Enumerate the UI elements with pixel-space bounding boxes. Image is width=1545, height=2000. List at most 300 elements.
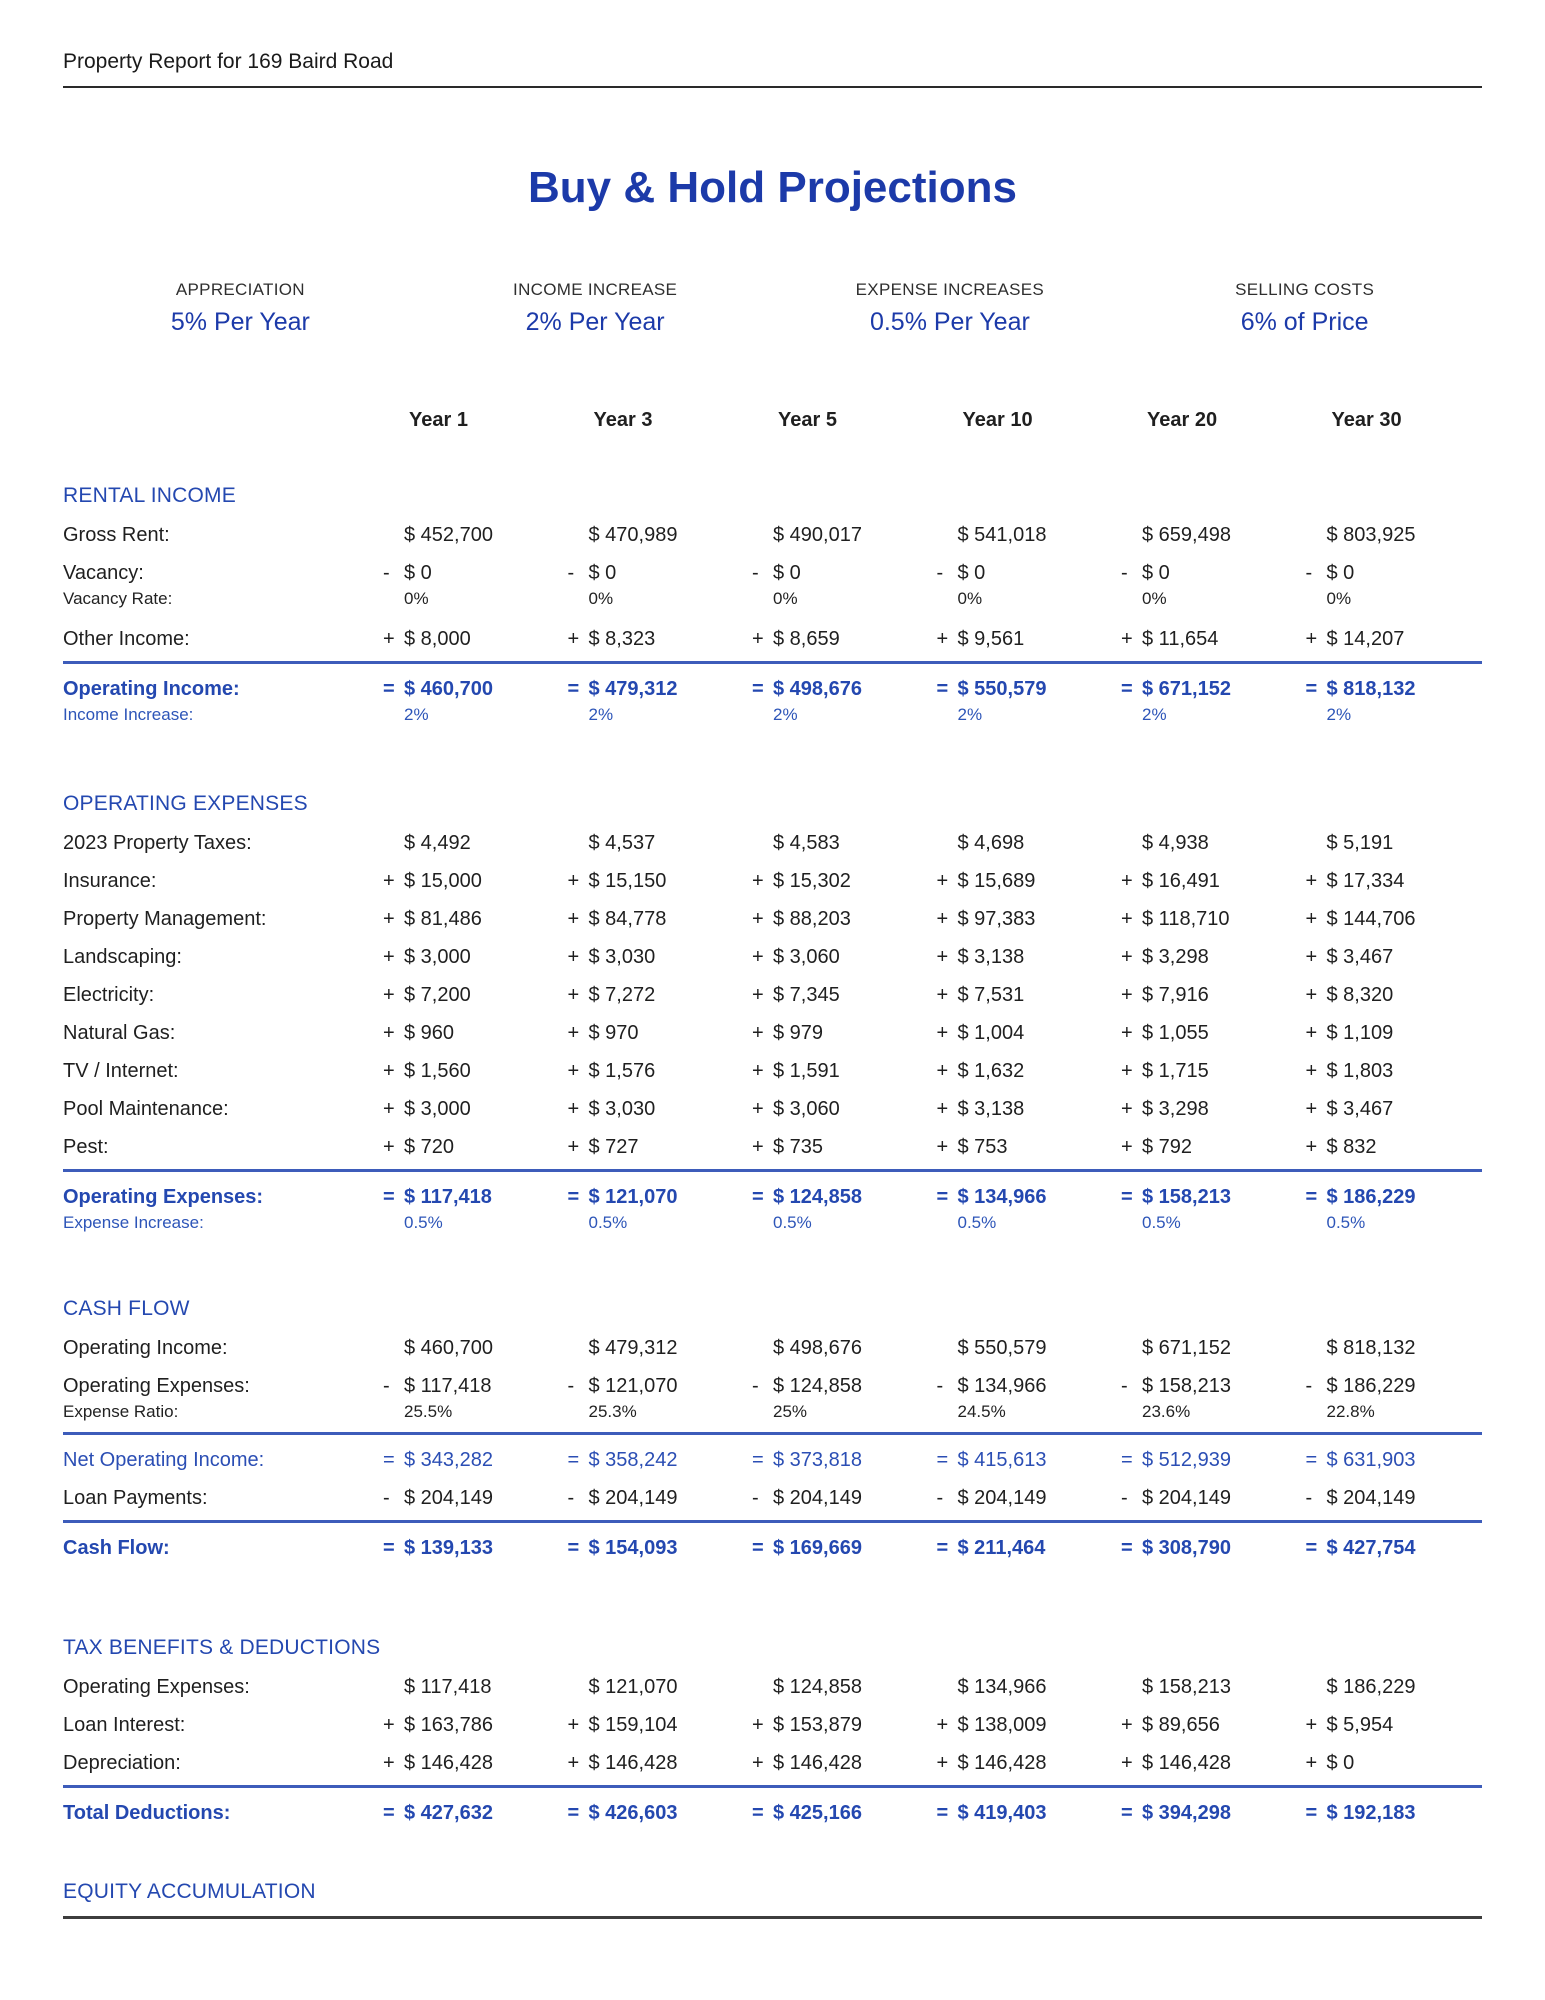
operator: + [1305,1098,1318,1120]
value-cell [375,1402,560,1422]
operator: + [383,1022,395,1044]
value-cell [929,1448,1114,1472]
cell-value: $ 1,591 [773,1060,840,1082]
value-cell [375,945,560,969]
value-cell [375,1536,560,1560]
section-operating-expenses [63,792,1482,1233]
operator: - [383,1487,390,1509]
value-cell [560,1713,745,1737]
value-cell [929,1374,1114,1398]
operator: + [1305,1136,1318,1158]
value-cell [1298,983,1483,1007]
cell-value: $ 671,152 [1142,1337,1231,1359]
value-cell [929,869,1114,893]
value-cell [1113,1059,1298,1083]
cell-value: $ 8,659 [773,628,840,650]
row-label: Operating Expenses: [63,1375,250,1397]
table-row [63,983,1482,1007]
operator: = [752,1537,764,1559]
section-divider [63,1520,1482,1523]
section-divider [63,661,1482,664]
value-cell [1113,1021,1298,1045]
value-cell [560,945,745,969]
value-cell [1298,561,1483,585]
value-cell [929,1213,1114,1233]
value-cell [560,589,745,609]
row-label: Gross Rent: [63,524,170,546]
value-cell [1298,1486,1483,1510]
row-label: TV / Internet: [63,1060,179,1082]
table-row [63,627,1482,651]
cell-value: $ 138,009 [957,1714,1047,1736]
value-cell [1113,907,1298,931]
operator: + [936,908,949,930]
row-label: Vacancy Rate: [63,589,173,608]
row-label: Operating Income: [63,1337,228,1359]
table-row [63,589,1482,609]
year-column-header: Year 10 [962,409,1033,431]
cell-value: $ 17,334 [1326,870,1405,892]
operator: + [936,1060,949,1082]
value-cell [744,1097,929,1121]
value-cell [560,1135,745,1159]
value-cell [560,523,745,547]
value-cell [744,1213,929,1233]
value-cell [744,1536,929,1560]
cell-value: $ 4,492 [404,832,471,854]
cell-value: $ 121,070 [588,1676,678,1698]
cell-value: $ 5,191 [1326,832,1394,854]
cell-value: $ 512,939 [1142,1449,1231,1471]
cell-value: $ 153,879 [773,1714,862,1736]
cell-value: $ 8,323 [588,628,656,650]
cell-value: $ 3,467 [1326,1098,1394,1120]
cell-value: 0.5% [957,1213,997,1232]
cell-value: $ 97,383 [957,908,1036,930]
row-label: Natural Gas: [63,1022,176,1044]
stat-block-2 [773,280,1128,336]
cell-value: $ 452,700 [404,524,493,546]
cell-value: $ 490,017 [773,524,862,546]
cell-value: $ 0 [773,562,801,584]
value-cell [744,1448,929,1472]
value-cell [1298,869,1483,893]
value-cell [560,1801,745,1825]
cell-value: $ 3,060 [773,1098,840,1120]
value-cell [744,1336,929,1360]
value-cell [560,1213,745,1233]
operator: + [752,946,764,968]
row-label: Electricity: [63,984,155,1006]
value-cell [1298,705,1483,725]
stat-value: 6% of Price [1240,308,1369,336]
value-cell [1298,1185,1483,1209]
cell-value: $ 1,803 [1326,1060,1394,1082]
operator: + [1121,1136,1133,1158]
cell-value: 2% [957,705,983,724]
operator: - [1121,1487,1128,1509]
cell-value: $ 4,698 [957,832,1025,854]
value-cell [1298,1751,1483,1775]
year-column-header: Year 20 [1147,409,1218,431]
operator: + [752,1098,764,1120]
section-title: OPERATING EXPENSES [63,792,308,815]
cell-value: $ 146,428 [588,1752,678,1774]
section-divider [63,1785,1482,1788]
value-cell [744,1135,929,1159]
row-label: Operating Expenses: [63,1186,264,1208]
report-header-title: Property Report for 169 Baird Road [63,50,394,73]
operator: + [383,1136,395,1158]
value-cell [929,1185,1114,1209]
operator: - [567,1487,575,1509]
cell-value: 0.5% [1142,1213,1181,1232]
operator: = [567,1537,580,1559]
cell-value: 25% [773,1402,808,1421]
value-cell [744,831,929,855]
cell-value: $ 498,676 [773,678,862,700]
value-cell [560,1675,745,1699]
table-row [63,1675,1482,1699]
value-cell [1298,1213,1483,1233]
value-cell [1113,1713,1298,1737]
cell-value: $ 3,138 [957,1098,1025,1120]
cell-value: $ 124,858 [773,1676,862,1698]
cell-value: $ 0 [1142,562,1170,584]
table-row [63,1059,1482,1083]
operator: + [752,628,764,650]
cell-value: $ 118,710 [1142,908,1230,930]
cell-value: 0.5% [773,1213,812,1232]
cell-value: $ 7,531 [957,984,1025,1006]
cell-value: $ 163,786 [404,1714,493,1736]
table-row [63,869,1482,893]
stat-label: SELLING COSTS [1235,280,1375,299]
operator: + [383,628,395,650]
value-cell [744,627,929,651]
cell-value: $ 7,916 [1142,984,1209,1006]
value-cell [560,1448,745,1472]
table-row [63,945,1482,969]
cell-value: $ 4,537 [588,832,656,854]
cell-value: $ 1,576 [588,1060,656,1082]
value-cell [1298,589,1483,609]
cell-value: $ 186,229 [1326,1676,1416,1698]
operator: = [1305,1449,1318,1471]
cell-value: 2% [773,705,798,724]
cell-value: $ 81,486 [404,908,482,930]
cell-value: $ 308,790 [1142,1537,1231,1559]
cell-value: $ 427,632 [404,1802,493,1824]
section-divider [63,1169,1482,1172]
row-label: Loan Interest: [63,1714,186,1736]
value-cell [744,1675,929,1699]
cell-value: $ 3,000 [404,946,471,968]
operator: + [1121,1752,1133,1774]
cell-value: $ 15,689 [957,870,1036,892]
row-label: Net Operating Income: [63,1449,265,1471]
cell-value: $ 159,104 [588,1714,678,1736]
year-column-header: Year 30 [1331,409,1402,431]
operator: + [567,1060,580,1082]
cell-value: $ 5,954 [1326,1714,1394,1736]
stat-block-0 [63,280,418,336]
value-cell [1298,1135,1483,1159]
cell-value: $ 0 [1326,1752,1355,1774]
operator: + [1305,908,1318,930]
value-cell [744,1486,929,1510]
cell-value: $ 818,132 [1326,678,1416,700]
cell-value: $ 146,428 [957,1752,1047,1774]
table-row [63,907,1482,931]
value-cell [1113,1213,1298,1233]
table-row [63,1486,1482,1510]
operator: = [1305,1186,1318,1208]
operator: - [936,1487,944,1509]
operator: + [567,628,580,650]
cell-value: $ 3,138 [957,946,1025,968]
table-row [63,677,1482,701]
cell-value: $ 720 [404,1136,455,1158]
operator: = [1121,1802,1133,1824]
value-cell [1113,1675,1298,1699]
value-cell [1113,1751,1298,1775]
operator: = [383,1537,395,1559]
cell-value: $ 15,000 [404,870,482,892]
cell-value: $ 550,579 [957,678,1047,700]
row-label: Total Deductions: [63,1802,231,1824]
value-cell [1113,1374,1298,1398]
section-title: TAX BENEFITS & DEDUCTIONS [63,1636,381,1659]
cell-value: $ 204,149 [957,1487,1047,1509]
cell-value: $ 211,464 [957,1537,1046,1559]
value-cell [375,627,560,651]
value-cell [1113,945,1298,969]
value-cell [744,589,929,609]
operator: = [752,678,764,700]
operator: = [1121,1186,1133,1208]
value-cell [929,705,1114,725]
operator: + [1305,870,1318,892]
value-cell [929,1336,1114,1360]
operator: + [1305,984,1318,1006]
row-label: Operating Expenses: [63,1676,250,1698]
operator: - [567,1375,575,1397]
operator: = [752,1186,764,1208]
operator: + [383,1060,395,1082]
cell-value: $ 832 [1326,1136,1377,1158]
year-column-header: Year 3 [593,409,653,431]
table-row [63,831,1482,855]
cell-value: $ 9,561 [957,628,1025,650]
cell-value: $ 479,312 [588,1337,678,1359]
operator: + [1121,1022,1133,1044]
row-label: Cash Flow: [63,1537,170,1559]
value-cell [375,1213,560,1233]
operator: + [1121,1060,1133,1082]
row-label: 2023 Property Taxes: [63,832,252,854]
row-label: Loan Payments: [63,1487,208,1509]
operator: + [1121,1714,1133,1736]
row-label: Other Income: [63,628,190,650]
cell-value: 24.5% [957,1402,1006,1421]
operator: = [1305,1802,1318,1824]
assumption-stats [63,280,1482,336]
value-cell [744,1021,929,1045]
value-cell [560,831,745,855]
operator: - [752,1375,759,1397]
value-cell [1113,983,1298,1007]
cell-value: $ 11,654 [1142,628,1219,650]
cell-value: $ 158,213 [1142,1375,1231,1397]
table-row [63,1213,1482,1233]
operator: + [936,1098,949,1120]
value-cell [560,1536,745,1560]
cell-value: $ 979 [773,1022,824,1044]
value-cell [1298,1536,1483,1560]
operator: = [1121,1449,1133,1471]
cell-value: $ 425,166 [773,1802,862,1824]
stat-block-3 [1127,280,1482,336]
section-tax-benefits [63,1636,1482,1825]
value-cell [744,677,929,701]
value-cell [1113,589,1298,609]
value-cell [375,705,560,725]
operator: = [752,1802,764,1824]
cell-value: $ 158,213 [1142,1186,1231,1208]
cell-value: $ 550,579 [957,1337,1047,1359]
value-cell [1113,627,1298,651]
cell-value: 0% [588,589,614,608]
section-title: CASH FLOW [63,1297,190,1320]
cell-value: $ 14,207 [1326,628,1405,650]
operator: = [383,1802,395,1824]
value-cell [375,1097,560,1121]
operator: + [1121,908,1133,930]
cell-value: $ 3,000 [404,1098,471,1120]
cell-value: $ 8,320 [1326,984,1394,1006]
value-cell [1298,1675,1483,1699]
operator: = [752,1449,764,1471]
cell-value: 2% [1142,705,1167,724]
operator: = [936,1449,949,1471]
cell-value: 2% [404,705,429,724]
value-cell [375,1486,560,1510]
cell-value: 0% [1142,589,1167,608]
operator: + [1121,984,1133,1006]
value-cell [1113,1486,1298,1510]
value-cell [375,589,560,609]
cell-value: $ 15,302 [773,870,851,892]
cell-value: $ 1,004 [957,1022,1025,1044]
value-cell [929,1675,1114,1699]
value-cell [560,1185,745,1209]
cell-value: 0.5% [1326,1213,1366,1232]
operator: + [383,1714,395,1736]
operator: + [1305,946,1318,968]
table-row [63,561,1482,585]
value-cell [929,523,1114,547]
stat-value: 0.5% Per Year [869,308,1030,336]
value-cell [744,1751,929,1775]
operator: - [1305,562,1313,584]
cell-value: 23.6% [1142,1402,1191,1421]
cell-value: $ 186,229 [1326,1375,1416,1397]
cell-value: $ 803,925 [1326,524,1416,546]
value-cell [1298,1713,1483,1737]
section-cash-flow [63,1297,1482,1560]
value-cell [929,907,1114,931]
row-label: Expense Ratio: [63,1402,179,1421]
cell-value: $ 121,070 [588,1375,678,1397]
cell-value: $ 7,200 [404,984,471,1006]
operator: + [752,908,764,930]
operator: + [752,1022,764,1044]
operator: + [936,984,949,1006]
row-label: Depreciation: [63,1752,181,1774]
value-cell [744,1713,929,1737]
year-column-header: Year 5 [778,409,837,431]
value-cell [560,1486,745,1510]
value-cell [1298,1021,1483,1045]
operator: = [567,1449,580,1471]
value-cell [375,869,560,893]
cell-value: $ 15,150 [588,870,667,892]
table-row [63,1536,1482,1560]
cell-value: $ 16,491 [1142,870,1220,892]
value-cell [929,1402,1114,1422]
operator: + [383,946,395,968]
value-cell [929,1059,1114,1083]
operator: + [936,1714,949,1736]
value-cell [929,1751,1114,1775]
operator: + [1305,1022,1318,1044]
value-cell [744,869,929,893]
cell-value: $ 204,149 [773,1487,862,1509]
table-row [63,1097,1482,1121]
operator: + [567,1714,580,1736]
value-cell [929,945,1114,969]
operator: = [1121,1537,1133,1559]
table-row [63,1135,1482,1159]
operator: + [567,1098,580,1120]
value-cell [1298,1336,1483,1360]
operator: + [1305,628,1318,650]
value-cell [1113,869,1298,893]
value-cell [375,1713,560,1737]
operator: = [567,678,580,700]
operator: + [383,908,395,930]
value-cell [560,1059,745,1083]
cell-value: $ 343,282 [404,1449,493,1471]
operator: + [936,1022,949,1044]
value-cell [1113,1135,1298,1159]
cell-value: $ 117,418 [404,1186,492,1208]
operator: - [383,1375,390,1397]
cell-value: $ 3,060 [773,946,840,968]
value-cell [375,831,560,855]
table-row [63,1021,1482,1045]
operator: + [1305,1060,1318,1082]
table-row [63,705,1482,725]
cell-value: $ 158,213 [1142,1676,1231,1698]
value-cell [560,627,745,651]
cell-value: $ 3,030 [588,946,656,968]
row-label: Pool Maintenance: [63,1098,229,1120]
cell-value: $ 394,298 [1142,1802,1231,1824]
cell-value: $ 970 [588,1022,639,1044]
cell-value: 25.3% [588,1402,637,1421]
